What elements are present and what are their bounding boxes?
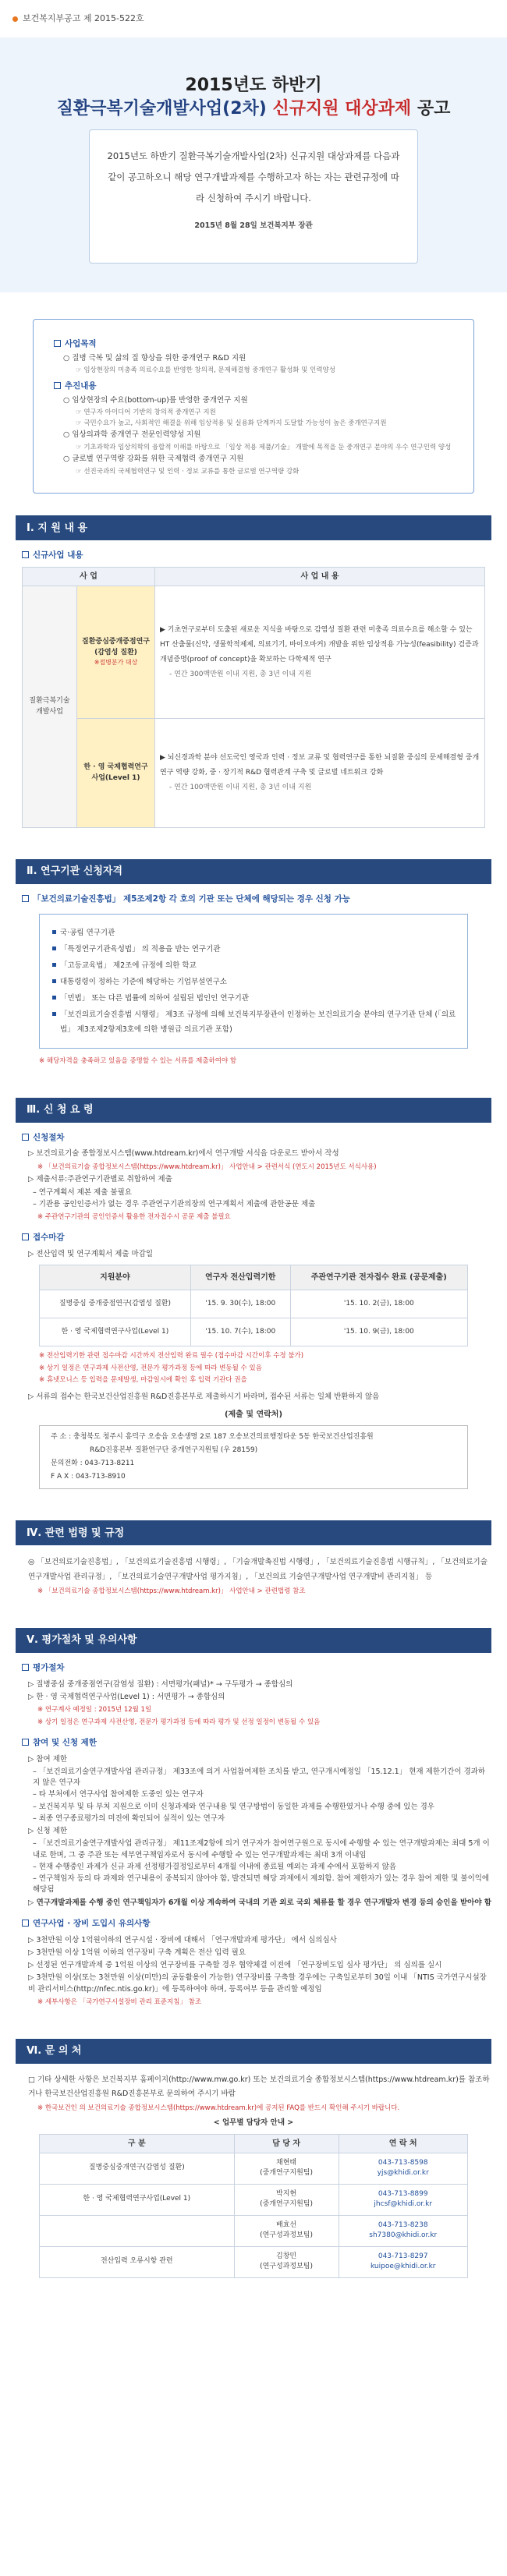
- submission-line: ▷ 서류의 접수는 한국보건산업진흥원 R&D진흥본부로 제출하시기 바라며, 접수된 서류는 일체 반환하지 않음: [28, 1392, 380, 1401]
- subsection-title: 참여 및 신청 제한: [22, 1737, 491, 1750]
- summary-subline: ☞ 임상현장의 미충족 의료수요를 반영한 창의적, 문제해결형 중개연구 활성화 및 인력양성: [76, 366, 335, 374]
- deadline-note: ※ 상기 일정은 연구과제 사전산영, 전문가 평가과정 등에 따라 변동될 수 있음: [39, 1364, 262, 1372]
- procedure-line: ▷ 보건의료기술 종합정보시스템(www.htdream.kr)에서 연구개발 서식을 다운로드 받아서 작성: [28, 1149, 339, 1159]
- equipment-line: ▷ 3천만원 이상(또는 3천만원 이상(미만)의 공동활용이 가능한) 연구장비를 구축할 경우에는 구축일로부터 30일 이내 「NTIS 국가연구시설장비 관리서비스(http://nfec.ntis.go.kr)」에 등록하여야 하며, 등록여부 등을 관리할 예정임: [28, 1973, 487, 1994]
- title-year: 2015년도 하반기: [185, 76, 322, 95]
- procedure-line: ▷ 제출서류:주관연구기관별로 취합하여 제출: [28, 1175, 172, 1184]
- procedure-dash: – 기관용 공인인증서가 없는 경우 주관연구기관의장의 연구계획서 제출에 관한공문 제출: [33, 1199, 316, 1208]
- equipment-line: ▷ 3천만원 이상 1억원이하의 연구시설 · 장비에 대해서 「연구개발과제 평가단」 에서 심의심사: [28, 1935, 337, 1944]
- intro-text: 2015년도 하반기 질환극복기술개발사업(2차) 신규지원 대상과제를 다음과 같이 공고하오니 해당 연구개발과제를 수행하고자 하는 자는 관련규정에 따라 신청하여 주시기 바랍니다.: [107, 150, 400, 203]
- summary-subline: ☞ 국민수요가 높고, 사회적인 해결을 위해 임상적용 및 실용화 단계까지 도달할 가능성이 높은 중개연구지원: [76, 419, 387, 427]
- table-header: 구 분: [40, 2134, 235, 2153]
- section-application: [16, 1098, 491, 1490]
- procedure-dash: – 연구계획서 제본 제출 불필요: [33, 1187, 132, 1197]
- list-item: 「고등교육법」 제2조에 규정에 의한 학교: [51, 958, 456, 973]
- deadline-note: ※ 전산입력기한 관련 접수마감 시간까지 전산입력 완료 필수 (접수마감 시간이후 수정 불가): [39, 1351, 304, 1360]
- restriction-head: ▷ 신청 제한: [28, 1827, 68, 1835]
- program-track: 질환중심중개중점연구(감염성 질환) ※접병분가 대상: [77, 586, 155, 719]
- restriction-dash: – 「보건의료기술연구개발사업 관리규정」 제11조제2항에 의거 연구자가 참여연구원으로 동시에 수행할 수 있는 연구개발과제는 최대 5개 이내로 한며, 그 중 주관 또는 세부연구책임자로서 동시에 수행할 수 있는 연구개발과제는 최대 3개 이내임: [33, 1839, 490, 1859]
- summary-line: ○ 임상의과학 중개연구 전문인력양성 지원: [63, 430, 201, 440]
- section-title: Ⅲ. 신 청 요 령: [16, 1098, 491, 1123]
- restriction-dash: – 「보건의료기술연구개발사업 관리규정」 제33조에 의거 사업참여제한 조치를 받고, 연구개시예정일 「15.12.1」 현재 제한기간이 경과하지 않은 연구자: [33, 1767, 486, 1787]
- restriction-dash: – 최종 연구종료평가의 미진에 확인되어 실적이 있는 연구자: [33, 1813, 225, 1823]
- list-item: 「민법」 또는 다른 법률에 의하여 설립된 법인인 연구기관: [51, 991, 456, 1006]
- table-row: [23, 719, 485, 828]
- summary-line: ○ 질병 극복 및 삶의 질 향상을 위한 중개연구 R&D 지원: [63, 353, 246, 363]
- summary-subline: ☞ 선진국과의 국제협력연구 및 인력 · 정보 교류를 통한 글로벌 연구역량 강화: [76, 467, 300, 476]
- table-header: 담 당 자: [234, 2134, 339, 2153]
- square-icon: [54, 382, 61, 389]
- list-item: 「특정연구기관육성법」 의 적용을 받는 연구기관: [51, 942, 456, 957]
- contact-box: 주 소 : 충청북도 청주시 흥덕구 오송읍 오송생명 2로 187 오송보건의료행정타운 5동 한국보건산업진흥원 R&D진흥본부 질환연구단 중개연구지원팀 (우 28159) 문의전화 : 043-713-8211 F A X : 043-713-8910: [39, 1425, 468, 1489]
- inquiry-note: ※ 한국보건인 의 보건의료기술 종합정보시스템(https://www.htdream.kr)에 공지된 FAQ를 반드시 확인해 주시기 바랍니다.: [37, 2104, 400, 2112]
- eligibility-box: [39, 914, 468, 1049]
- contact-title: (제출 및 연락처): [224, 1410, 283, 1420]
- square-icon: [22, 1664, 29, 1671]
- restriction-dash: – 타 부처에서 연구사업 참여제한 도중인 있는 연구자: [33, 1790, 204, 1799]
- equipment-note: ※ 세부사항은 「국가연구시설장비 관리 표준지침」 참조: [37, 1997, 202, 2006]
- inquiry-text: □ 기타 상세한 사항은 보건복지부 홈페이지(http://www.mw.go.kr) 또는 보건의료기술 종합정보시스템(https://www.htdream.kr)를 참조하거나 한국보건산업진흥원 R&D진흥본부로 문의하여 주시기 바람: [28, 2075, 490, 2098]
- table-header: 사 업: [23, 568, 155, 586]
- section-regulations: [16, 1520, 491, 1597]
- section-title: Ⅳ. 관련 법령 및 규정: [16, 1520, 491, 1545]
- section-title: Ⅴ. 평가절차 및 유의사항: [16, 1628, 491, 1653]
- square-icon: [22, 1920, 29, 1927]
- summary-subline: ☞ 기초과학과 임상의학의 융합적 이해를 바탕으로 「임상 적용 제품/기술」 개발에 목적을 둔 중개연구 분야의 우수 연구인력 양성: [76, 443, 452, 451]
- table-header: 주관연구기관 전자접수 완료 (공문제출): [290, 1265, 467, 1290]
- section-title: Ⅱ. 연구기관 신청자격: [16, 859, 491, 884]
- subsection-title: 연구사업 · 장비 도입시 유의사항: [22, 1918, 491, 1930]
- title-banner: [0, 37, 507, 292]
- table-row: 질병중심중개연구(감염성 질환) 채현태 (중개연구지원팀) 043-713-8598 yjs@khidi.or.kr: [40, 2153, 468, 2184]
- notice-number: 보건복지부공고 제 2015-522호: [0, 0, 507, 37]
- subsection-title: 신청절차: [22, 1132, 491, 1145]
- bullet-icon: [12, 16, 18, 22]
- section-title: Ⅰ. 지 원 내 용: [16, 515, 491, 540]
- section-support: [16, 515, 491, 828]
- summary-box: [33, 319, 474, 494]
- procedure-note: ※ 주관연구기관의 공인인증서 활용한 전자접수시 공문 제출 불필요: [37, 1213, 231, 1221]
- square-icon: [22, 1134, 29, 1141]
- evaluation-line: ▷ 한 · 영 국제협력연구사업(Level 1) : 서면평가 → 종합심의: [28, 1693, 225, 1701]
- restriction-head: ▷ 참여 제한: [28, 1754, 68, 1764]
- program-content: ▶ 기초연구로부터 도출된 새로운 지식을 바탕으로 감염성 질환 관련 미충족 의료수요를 해소할 수 있는 HT 산출물(신약, 생물학적제제, 의료기기, 바이오마커) 개발을 위한 임상적용 가능성(feasibility) 검증과 개념증명(proof of concept)을 확보하는 다학제적 연구 - 연간 300백만원 이내 지원, 총 3년 이내 지원: [155, 586, 485, 719]
- evaluation-note: ※ 연구계사 예정일 : 2015년 12월 1일: [37, 1706, 152, 1714]
- table-header: 연구자 전산입력기한: [190, 1265, 290, 1290]
- restriction-dash: – 보건복지부 및 타 부처 지원으로 이미 신청과제와 연구내용 및 연구방법이 동일한 과제를 수행한였거나 수행 중에 있는 경우: [33, 1802, 434, 1811]
- table-row: [23, 586, 485, 719]
- square-icon: [22, 551, 29, 558]
- section-inquiry: [16, 2039, 491, 2278]
- list-item: 국·공립 연구기관: [51, 925, 456, 940]
- table-row: 질병중심 중개중점연구(감염성 질환) '15. 9. 30(수), 18:00 '15. 10. 2(금), 18:00: [40, 1290, 468, 1318]
- subsection-title: 접수마감: [22, 1232, 491, 1244]
- deadline-line: ▷ 전산입력 및 연구계획서 제출 마감일: [28, 1249, 154, 1258]
- restriction-bold: ▷ 연구개발과제를 수행 중인 연구책임자가 6개월 이상 계속하여 국내의 기관 외로 국외 체류를 할 경우 연구개발자 변경 등의 승인을 받아야 함: [28, 1898, 491, 1907]
- table-header: 사 업 내 용: [155, 568, 485, 586]
- summary-heading: 사업목적: [54, 338, 453, 351]
- square-icon: [22, 895, 29, 902]
- square-icon: [22, 1739, 29, 1746]
- subsection-title: 신규사업 내용: [22, 550, 491, 562]
- summary-line: ○ 임상현장의 수요(bottom-up)를 반영한 중개연구 지원: [63, 395, 248, 405]
- table-header: 연 락 처: [339, 2134, 468, 2153]
- square-icon: [22, 1233, 29, 1240]
- eligibility-note: ※ 해당자격을 충족하고 있음을 증명할 수 있는 서류를 제출하여야 함: [39, 1056, 237, 1065]
- square-icon: [54, 340, 61, 347]
- subsection-title: 「보건의료기술진흥법」 제5조제2항 각 호의 기관 또는 단체에 해당되는 경우 신청 가능: [22, 893, 491, 906]
- support-table: [22, 567, 485, 828]
- intro-signature: 2015년 8월 28일 보건복지부 장관: [194, 221, 313, 230]
- contact-table: [39, 2134, 468, 2278]
- summary-line: ○ 글로벌 연구역량 강화를 위한 국제협력 중개연구 지원: [63, 455, 244, 464]
- title-main: 질환극복기술개발사업(2차) 신규지원 대상과제 공고: [56, 99, 451, 119]
- procedure-note: ※ 「보건의료기술 종합정보시스템(https://www.htdream.kr)」 사업안내 > 관련서식 (연도시 2015년도 서식사용): [37, 1162, 377, 1171]
- intro-box: [89, 129, 418, 264]
- section-title: Ⅵ. 문 의 처: [16, 2039, 491, 2064]
- regulations-note: ※ 「보건의료기술 종합정보시스템(https://www.htdream.kr)」 사업안내 > 관련법령 참조: [37, 1587, 306, 1596]
- regulations-text: ◎ 「보건의료기술진흥법」, 「보건의료기술진흥법 시행령」, 「기술개발촉진법 시행령」, 「보건의료기술진흥법 시행규칙」, 「보건의료기술연구개발사업 관리규정」, 「보건의료기술연구개발사업 평가지침」, 「보건의료 기술연구개발사업 연구개발비 관리지침」 등: [28, 1558, 488, 1582]
- summary-heading: 추진내용: [54, 380, 453, 393]
- deadline-table: [39, 1265, 468, 1346]
- section-evaluation: [16, 1628, 491, 2008]
- table-row: 한 · 영 국제협력연구사업(Level 1) '15. 10. 7(수), 18:00 '15. 10. 9(금), 18:00: [40, 1318, 468, 1346]
- equipment-line: ▷ 3천만원 이상 1억원 이하의 연구장비 구축 계획은 전산 입력 필요: [28, 1948, 246, 1957]
- table-row: 배효선 (연구성과정보팀) 043-713-8238 sh7380@khidi.or.kr: [40, 2215, 468, 2246]
- table-row: 전산입력 오류시항 관련 김창민 (연구성과정보팀) 043-713-8297 kuipoe@khidi.or.kr: [40, 2246, 468, 2277]
- section-eligibility: [16, 859, 491, 1067]
- equipment-line: ▷ 선정된 연구개발과제 중 1억원 이상의 연구장비를 구축할 경우 협약체결 이전에 「연구장비도입 심사 평가단」 의 심의를 실시: [28, 1961, 442, 1969]
- list-item: 「보건의료기술진흥법 시행령」 제3조 규정에 의해 보건복지부장관이 인정하는 보건의료기술 분야의 연구기관 단체 (「의료법」 제3조제2항제3호에 의한 병원급 의료기관 포함): [51, 1007, 456, 1037]
- list-item: 대통령령이 정하는 기준에 해당하는 기업부설연구소: [51, 975, 456, 989]
- deadline-note: ※ 휴넷모니스 등 입력을 문제발생, 마감일시에 확인 후 입력 기관다 권을: [39, 1376, 247, 1385]
- program-content: ▶ 뇌신경과학 분야 선도국인 영국과 인력 · 정보 교류 및 협력연구를 통한 뇌질환 중심의 문제해결형 중개연구 역량 강화, 중 · 장기적 R&D 협력관계 구축 및 글로벌 네트워크 강화 - 연간 100백만원 이내 지원, 총 3년 이내 지원: [155, 719, 485, 828]
- table-header: 지원분야: [40, 1265, 191, 1290]
- program-track: 한 · 영 국제협력연구사업(Level 1): [77, 719, 155, 828]
- evaluation-note: ※ 상기 일정은 연구과제 사전산영, 전문가 평가과정 등에 따라 평가 및 선정 일정이 변동될 수 있음: [37, 1718, 321, 1726]
- table-row: 한 · 영 국제협력연구사업(Level 1) 박지현 (중개연구지원팀) 043-713-8899 jhcsf@khidi.or.kr: [40, 2184, 468, 2215]
- summary-subline: ☞ 연구자 아이디어 기반의 창의적 중개연구 지원: [76, 408, 216, 416]
- evaluation-line: ▷ 질병중심 중개중점연구(감염성 질환) : 서면평가(패널)* → 구두평가 → 종합심의: [28, 1679, 293, 1689]
- program-name: 질환극복기술개발사업: [23, 586, 77, 828]
- contact-table-title: < 업무별 담당자 안내 >: [213, 2118, 294, 2128]
- restriction-dash: – 연구책임자 등의 타 과제와 연구내용이 중복되지 않아야 함, 발견되면 해당 과제에서 제외함. 참여 제한자가 있는 경우 참여 제한 및 불이익에 해당됨: [33, 1874, 490, 1895]
- restriction-dash: – 현재 수행중인 과제가 신규 과제 선정평가결정일로부터 4개월 이내에 종료될 예외는 과제 수에서 포함하지 않음: [33, 1862, 397, 1871]
- subsection-title: 평가절차: [22, 1662, 491, 1675]
